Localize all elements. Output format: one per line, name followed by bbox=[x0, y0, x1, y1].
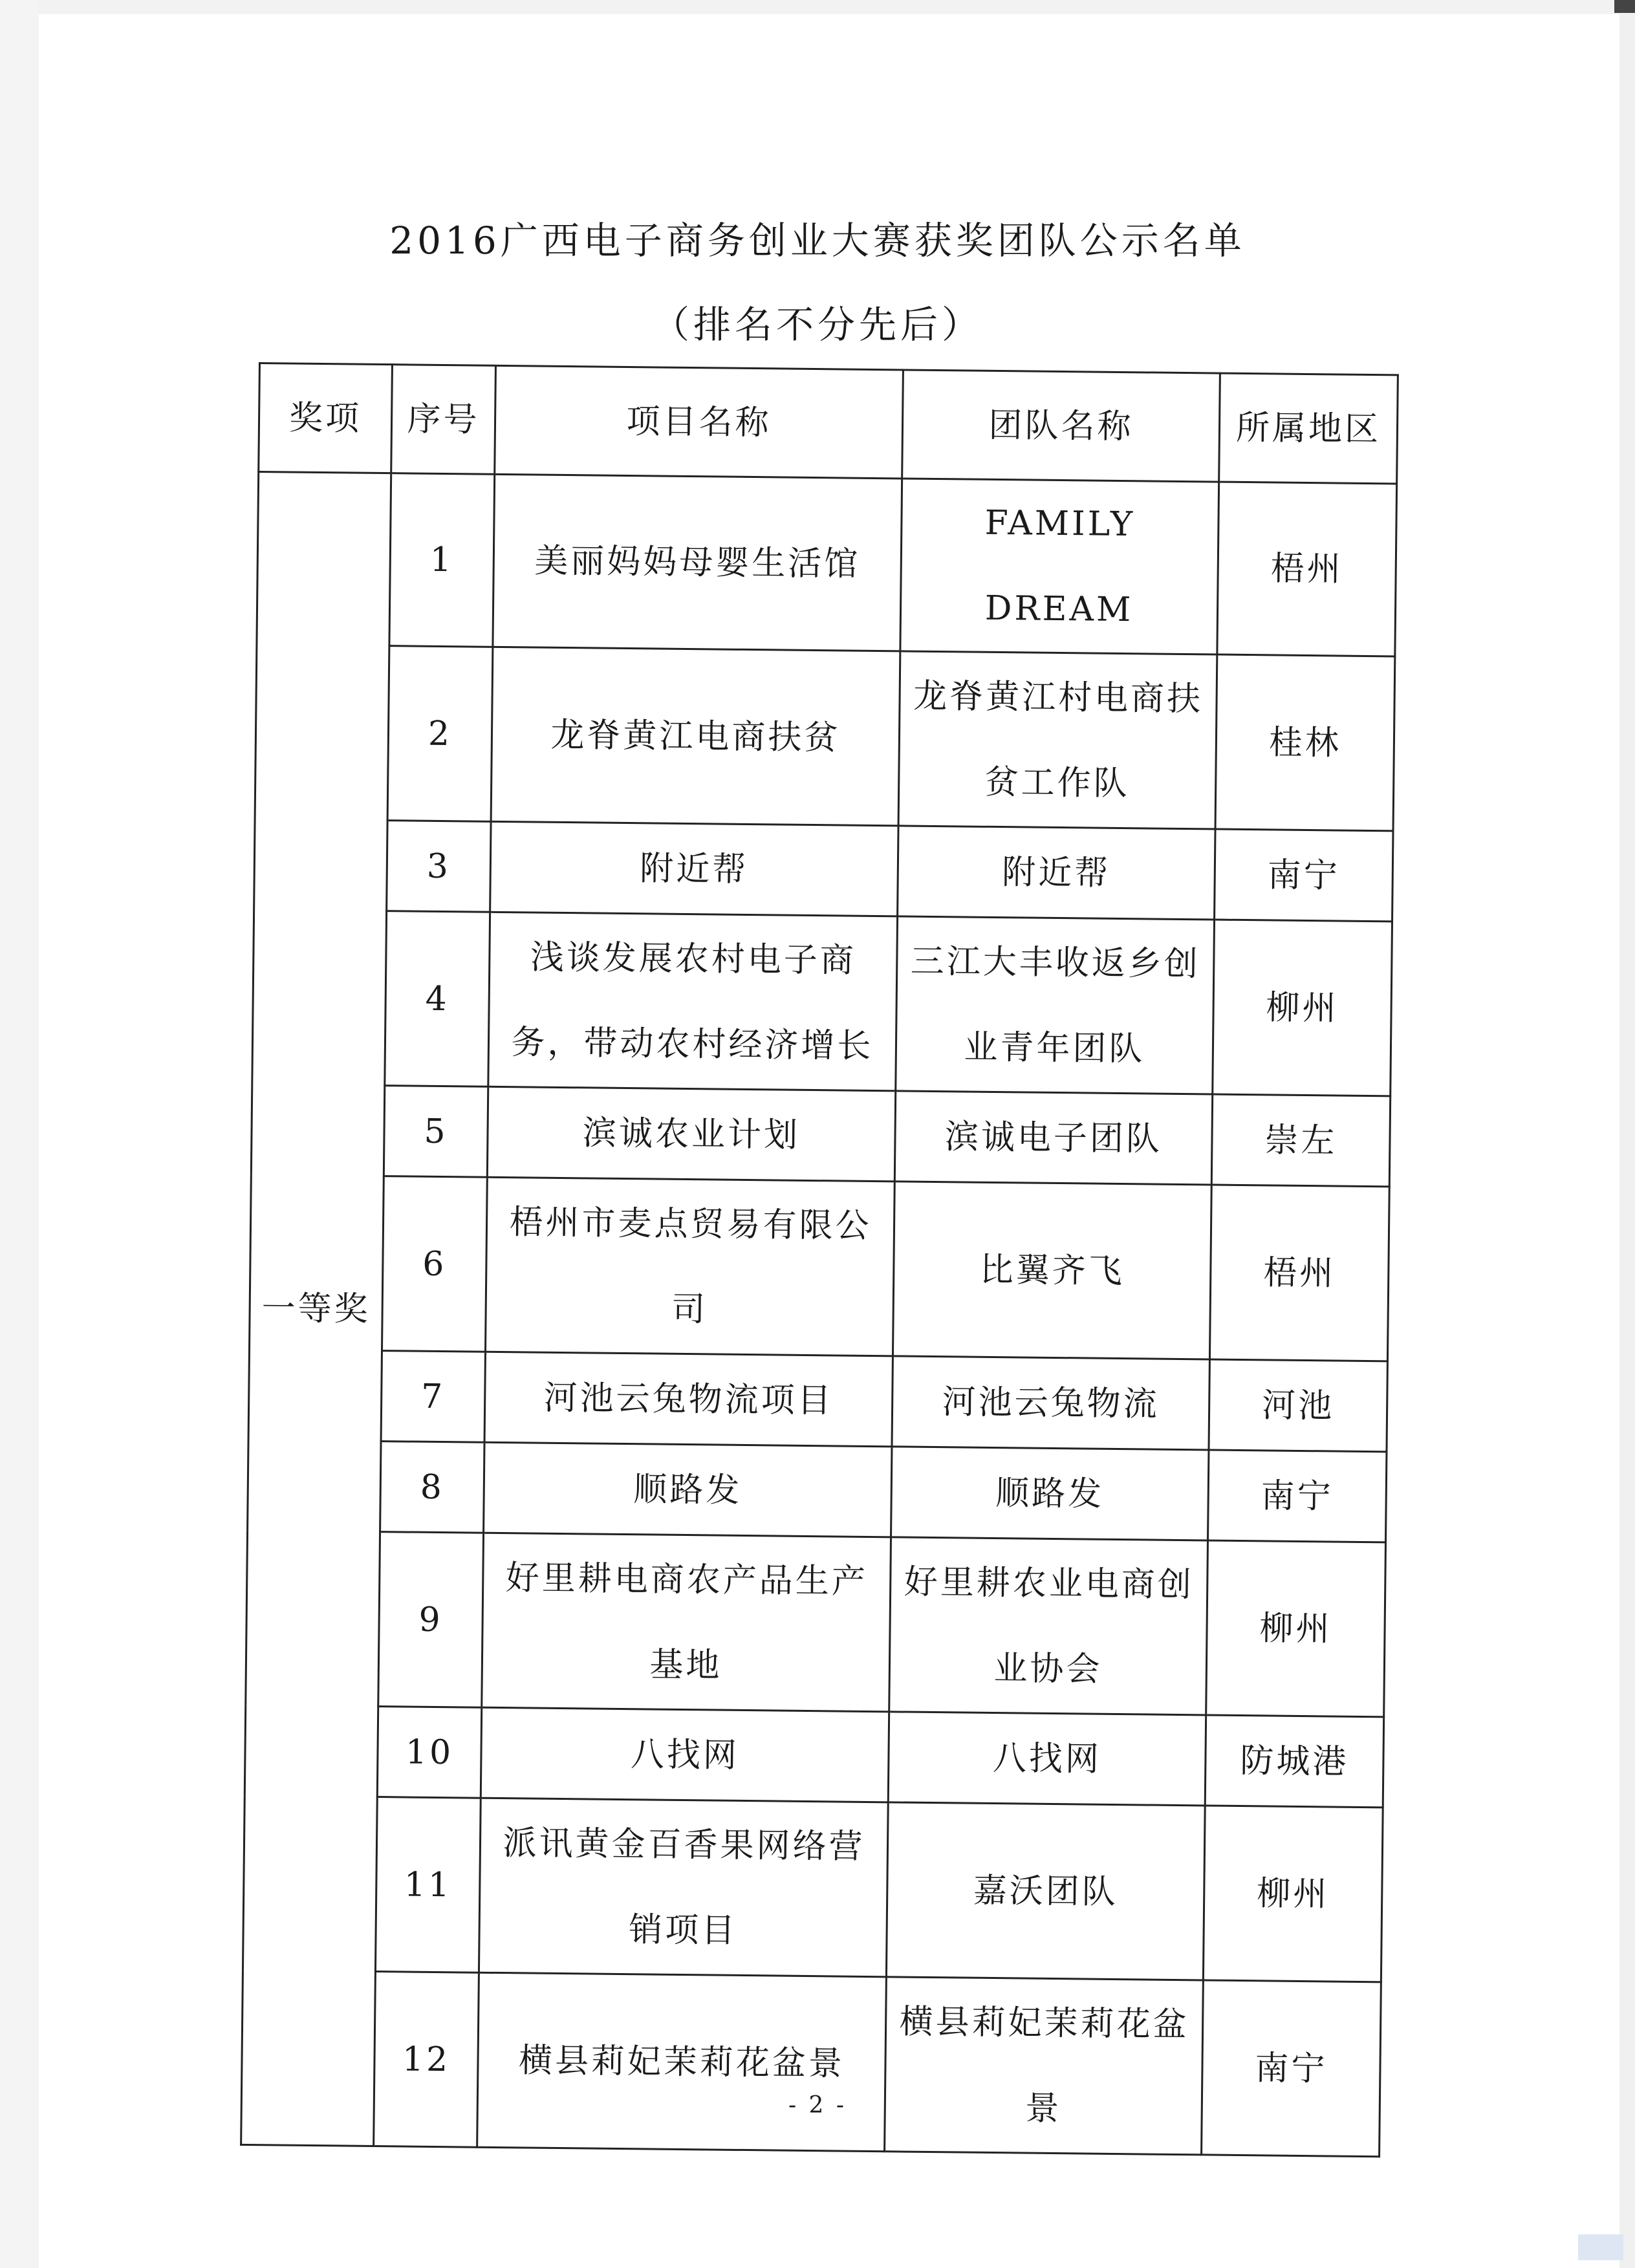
row-region: 崇左 bbox=[1211, 1094, 1390, 1187]
row-project: 横县莉妃茉莉花盆景 bbox=[477, 1972, 887, 2152]
row-no: 2 bbox=[387, 646, 493, 822]
row-project: 附近帮 bbox=[490, 821, 898, 916]
header-award: 奖项 bbox=[259, 363, 393, 473]
row-region: 南宁 bbox=[1208, 1450, 1387, 1542]
table-row bbox=[244, 1705, 1383, 1807]
document-subtitle: （排名不分先后） bbox=[651, 303, 983, 347]
row-region: 柳州 bbox=[1206, 1540, 1386, 1717]
table-row bbox=[250, 1174, 1390, 1361]
award-table bbox=[240, 362, 1399, 2157]
table-row bbox=[252, 909, 1392, 1096]
table-row bbox=[255, 644, 1395, 830]
row-project: 顺路发 bbox=[484, 1442, 892, 1537]
table-row bbox=[241, 1970, 1381, 2156]
table-row bbox=[254, 819, 1393, 921]
row-region: 桂林 bbox=[1215, 654, 1395, 831]
row-team: 嘉沃团队 bbox=[886, 1802, 1205, 1980]
row-no: 11 bbox=[375, 1797, 481, 1973]
page-number: - 2 - bbox=[788, 2092, 847, 2119]
row-region: 梧州 bbox=[1209, 1185, 1389, 1361]
row-team: 顺路发 bbox=[891, 1447, 1209, 1540]
row-no: 1 bbox=[389, 473, 495, 647]
row-no: 9 bbox=[378, 1532, 484, 1708]
table-row bbox=[248, 1440, 1387, 1542]
table-header-row bbox=[259, 363, 1398, 484]
row-project: 滨诚农业计划 bbox=[487, 1086, 895, 1182]
row-no: 8 bbox=[380, 1442, 484, 1533]
row-region: 南宁 bbox=[1202, 1980, 1381, 2157]
row-no: 4 bbox=[385, 911, 490, 1087]
row-region: 柳州 bbox=[1213, 920, 1392, 1096]
header-region: 所属地区 bbox=[1219, 373, 1398, 484]
row-project: 河池云兔物流项目 bbox=[484, 1352, 893, 1447]
row-team: 三江大丰收返乡创业青年团队 bbox=[896, 916, 1215, 1094]
row-no: 7 bbox=[381, 1351, 485, 1443]
table-row bbox=[257, 472, 1397, 656]
row-team: 滨诚电子团队 bbox=[894, 1091, 1212, 1185]
row-region: 河池 bbox=[1209, 1359, 1387, 1452]
award-level-cell: 一等奖 bbox=[241, 472, 391, 2146]
table-row bbox=[251, 1084, 1390, 1186]
row-project: 龙脊黄江电商扶贫 bbox=[491, 647, 900, 826]
row-no: 3 bbox=[387, 821, 491, 913]
table-row bbox=[243, 1795, 1383, 1982]
row-no: 12 bbox=[374, 1972, 479, 2148]
row-team: 龙脊黄江村电商扶贫工作队 bbox=[898, 651, 1217, 829]
row-no: 5 bbox=[384, 1086, 488, 1178]
row-team: FAMILY DREAM bbox=[900, 479, 1219, 654]
scanner-stamp bbox=[1578, 2234, 1623, 2260]
row-team: 附近帮 bbox=[898, 826, 1215, 920]
row-team: 比翼齐飞 bbox=[893, 1182, 1211, 1359]
row-project: 八找网 bbox=[481, 1707, 889, 1802]
row-region: 南宁 bbox=[1215, 829, 1393, 922]
row-region: 防城港 bbox=[1205, 1715, 1383, 1808]
row-team: 八找网 bbox=[888, 1712, 1206, 1806]
row-project: 派讯黄金百香果网络营销项目 bbox=[479, 1798, 888, 1977]
header-team: 团队名称 bbox=[902, 370, 1220, 482]
document-title: 2016广西电子商务创业大赛获奖团队公示名单 bbox=[389, 219, 1246, 263]
table-row bbox=[248, 1349, 1387, 1451]
header-no: 序号 bbox=[391, 365, 496, 475]
row-project: 梧州市麦点贸易有限公司 bbox=[485, 1177, 894, 1356]
row-team: 河池云兔物流 bbox=[892, 1356, 1209, 1450]
row-team: 好里耕农业电商创业协会 bbox=[889, 1537, 1208, 1715]
row-no: 10 bbox=[377, 1707, 481, 1798]
scan-edge-top bbox=[0, 0, 1635, 14]
row-region: 梧州 bbox=[1217, 482, 1397, 656]
row-project: 美丽妈妈母婴生活馆 bbox=[493, 474, 902, 651]
table-row bbox=[246, 1530, 1386, 1716]
header-project: 项目名称 bbox=[495, 365, 904, 479]
row-project: 好里耕电商农产品生产基地 bbox=[482, 1533, 891, 1712]
row-project: 浅谈发展农村电子商务，带动农村经济增长 bbox=[488, 912, 898, 1091]
row-team: 横县莉妃茉莉花盆景 bbox=[885, 1977, 1204, 2155]
row-region: 柳州 bbox=[1203, 1806, 1383, 1982]
row-no: 6 bbox=[382, 1176, 488, 1352]
scan-corner-mark bbox=[1614, 0, 1635, 13]
